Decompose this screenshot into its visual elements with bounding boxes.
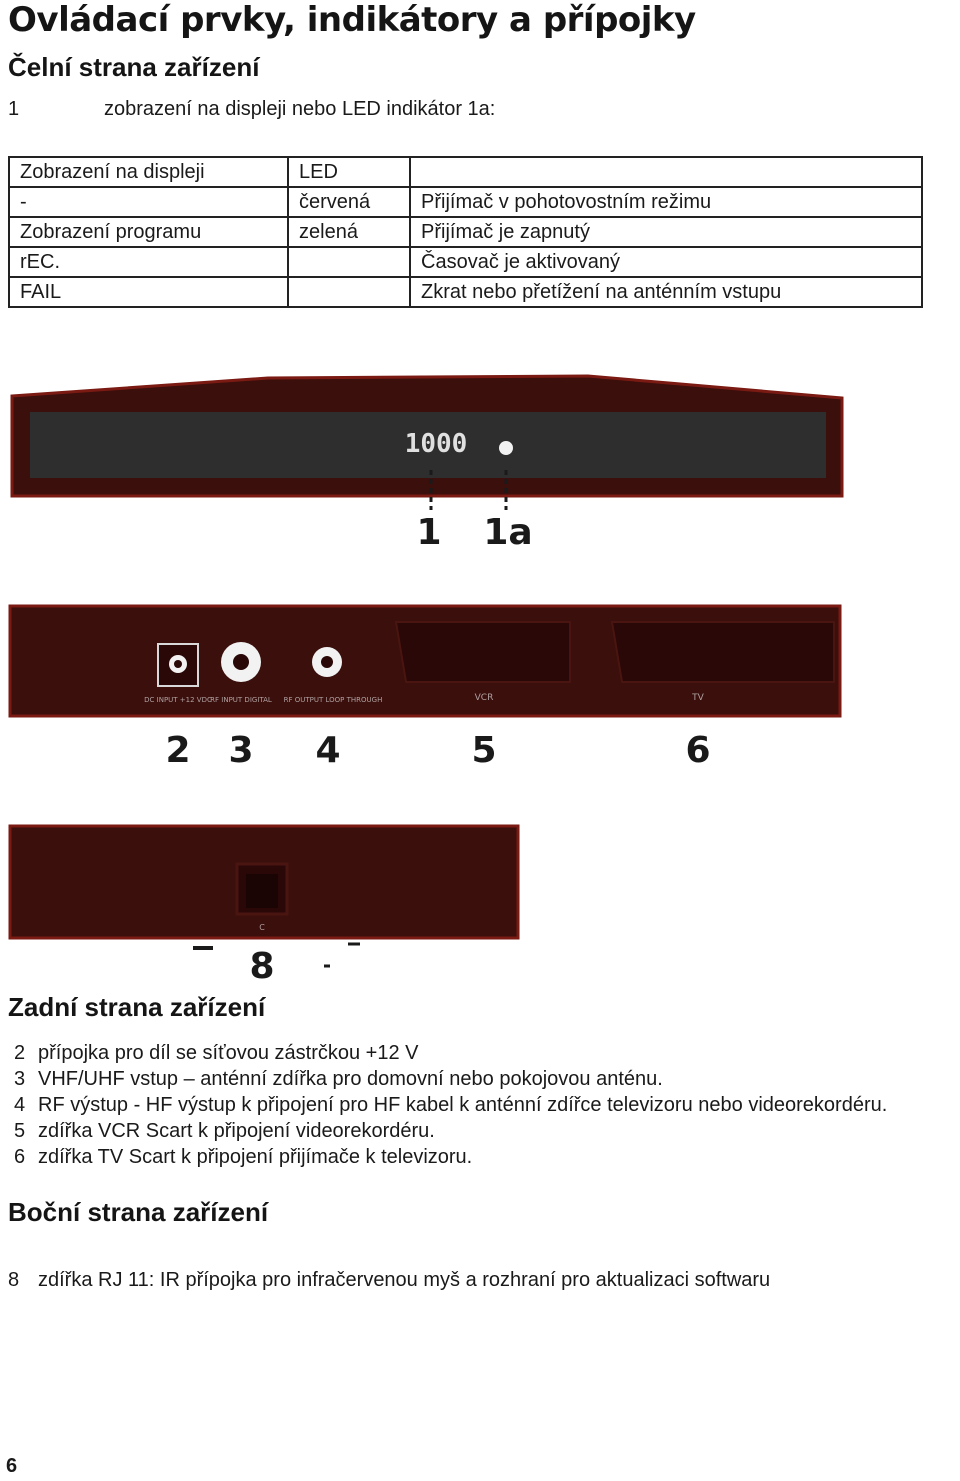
intro-line: [8, 98, 495, 121]
cell-meaning: Přijímač v pohotovostním režimu: [410, 187, 922, 217]
item-number: 2: [14, 1042, 26, 1064]
cell-display: Zobrazení programu: [9, 217, 288, 247]
callout-2: 2: [165, 730, 191, 771]
back-panel-illustration: [8, 604, 848, 774]
cell-led: červená: [288, 187, 410, 217]
table-row: [9, 277, 922, 307]
intro-number: 1: [8, 98, 20, 120]
list-item: [14, 1092, 887, 1118]
dc-input-label: DC INPUT +12 VDC: [144, 696, 212, 704]
rear-section-heading: Zadní strana zařízení: [8, 992, 266, 1022]
cell-display: -: [9, 187, 288, 217]
item-text: VHF/UHF vstup – anténní zdířka pro domovní nebo pokojovou anténu.: [38, 1068, 663, 1090]
callout-3: 3: [228, 730, 254, 771]
list-item: [14, 1040, 887, 1066]
table-row: [9, 187, 922, 217]
rf-input-label: RF INPUT DIGITAL: [210, 696, 272, 704]
callout-8: 8: [249, 946, 275, 984]
tv-scart-socket: [612, 622, 834, 682]
cell-meaning: Časovač je aktivovaný: [410, 247, 922, 277]
rj11-label: C: [259, 923, 265, 932]
cell-meaning: Zkrat nebo přetížení na anténním vstupu: [410, 277, 922, 307]
cell-led: [288, 247, 410, 277]
front-section-heading: Čelní strana zařízení: [8, 52, 260, 82]
item-text: zdířka VCR Scart k připojení videorekordéru.: [38, 1120, 435, 1142]
status-table: [8, 156, 923, 308]
item-number: 5: [14, 1120, 26, 1142]
cell-led: zelená: [288, 217, 410, 247]
tv-label: TV: [692, 693, 704, 703]
table-header-row: [9, 157, 922, 187]
front-panel-svg: [8, 372, 848, 552]
side-panel-svg: [8, 824, 528, 984]
cell-display: rEC.: [9, 247, 288, 277]
item-number: 3: [14, 1068, 26, 1090]
table-row: [9, 247, 922, 277]
led-indicator: [499, 441, 513, 455]
side-section-heading: Boční strana zařízení: [8, 1197, 269, 1227]
callout-1a: 1a: [483, 512, 533, 552]
rf-output-label: RF OUTPUT LOOP THROUGH: [283, 696, 383, 704]
header-led: LED: [288, 157, 410, 187]
item-text: zdířka RJ 11: IR přípojka pro infračervenou myš a rozhraní pro aktualizaci softwaru: [38, 1269, 771, 1291]
callout-6: 6: [685, 730, 711, 771]
dc-input-hole: [174, 660, 182, 668]
page-title: Ovládací prvky, indikátory a přípojky: [8, 0, 696, 40]
front-panel-illustration: [8, 372, 848, 552]
side-list-item: [8, 1269, 770, 1292]
back-panel-svg: [8, 604, 848, 774]
list-item: [14, 1144, 887, 1170]
display-readout: 1000: [404, 429, 468, 459]
rf-input-center: [233, 654, 249, 670]
item-number: 6: [14, 1146, 26, 1168]
header-display: Zobrazení na displeji: [9, 157, 288, 187]
list-item: [14, 1118, 887, 1144]
item-text: zdířka TV Scart k připojení přijímače k televizoru.: [38, 1146, 473, 1168]
item-text: přípojka pro díl se síťovou zástrčkou +12 V: [38, 1042, 419, 1064]
vcr-label: VCR: [474, 693, 494, 703]
rj11-opening: [246, 874, 278, 908]
item-number: 8: [8, 1269, 20, 1291]
cell-led: [288, 277, 410, 307]
rear-description-list: [14, 1040, 887, 1170]
cell-display: FAIL: [9, 277, 288, 307]
list-item: [14, 1066, 887, 1092]
page-number: 6: [6, 1455, 18, 1477]
item-text: RF výstup - HF výstup k připojení pro HF kabel k anténní zdířce televizoru nebo videorekordéru.: [38, 1094, 888, 1116]
table-row: [9, 217, 922, 247]
callout-5: 5: [471, 730, 497, 771]
side-panel-illustration: [8, 824, 528, 984]
intro-text: zobrazení na displeji nebo LED indikátor 1a:: [104, 98, 496, 120]
vcr-scart-socket: [396, 622, 570, 682]
header-meaning: [410, 157, 922, 187]
callout-1: 1: [416, 512, 442, 552]
item-number: 4: [14, 1094, 26, 1116]
rf-output-center: [321, 656, 333, 668]
callout-4: 4: [315, 730, 341, 771]
cell-meaning: Přijímač je zapnutý: [410, 217, 922, 247]
